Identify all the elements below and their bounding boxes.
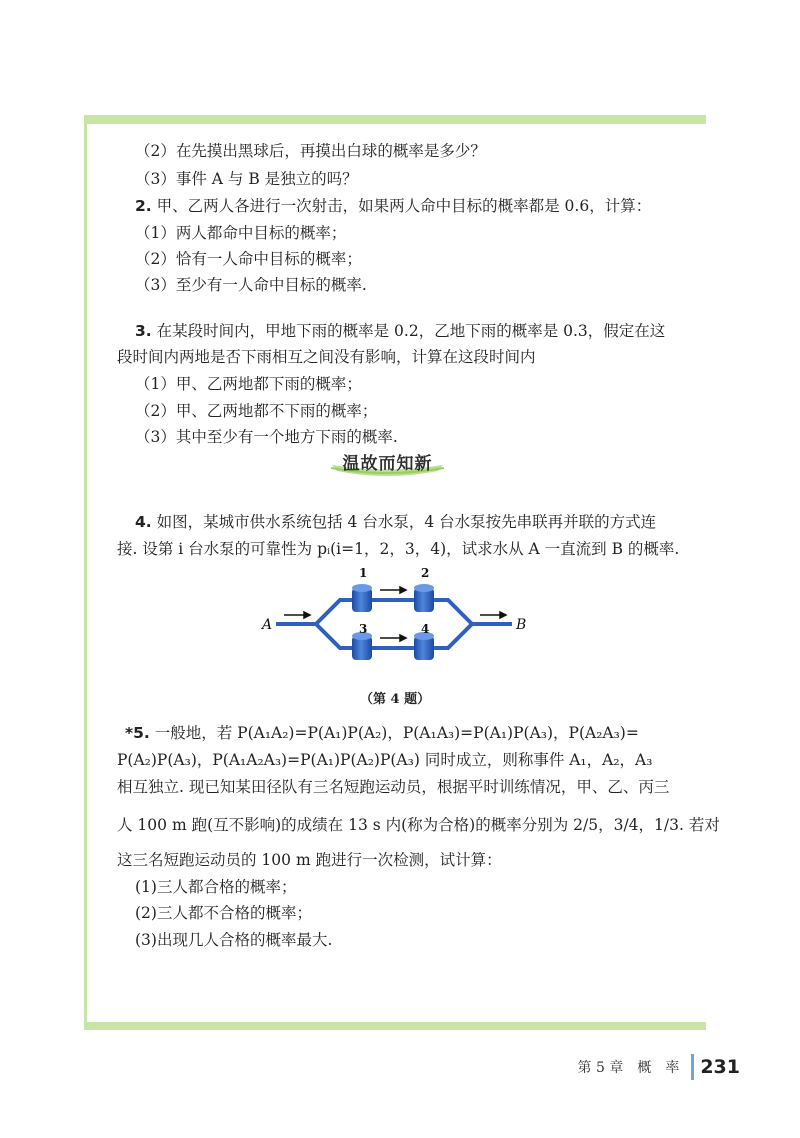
label-b: B: [516, 617, 527, 633]
water-pump-diagram: [258, 560, 538, 680]
pump-label-2: 2: [421, 566, 430, 580]
text-line: （3）其中至少有一个地方下雨的概率.: [135, 428, 398, 446]
text-line: P(A₂)P(A₃)，P(A₁A₂A₃)=P(A₁)P(A₂)P(A₃) 同时成立，则称事件 A₁，A₂，A₃: [117, 751, 653, 769]
text-line: (1)三人都合格的概率；: [135, 878, 297, 896]
exercise-5: [125, 723, 639, 743]
pump-3-icon: [352, 632, 372, 660]
pump-2-icon: [414, 584, 434, 612]
text-line: 人 100 m 跑(互不影响)的成绩在 13 s 内(称为合格)的概率分别为 2/5，3/4，1/3. 若对: [117, 816, 720, 834]
text-line: （3）事件 A 与 B 是独立的吗？: [135, 170, 358, 188]
exercise-text: 一般地，若 P(A₁A₂)=P(A₁)P(A₂)，P(A₁A₃)=P(A₁)P(A₃)，P(A₂A₃)=: [154, 724, 639, 742]
section-title: 温故而知新: [342, 454, 433, 474]
pipes: [276, 600, 512, 648]
page-number: 231: [700, 1056, 740, 1078]
footer-divider: [691, 1054, 694, 1080]
pump-4-icon: [414, 632, 434, 660]
exercise-4: [135, 512, 656, 532]
label-a: A: [262, 617, 273, 633]
pump-1-icon: [352, 584, 372, 612]
text-line: 这三名短跑运动员的 100 m 跑进行一次检测，试计算：: [117, 851, 502, 869]
text-line: （1）两人都命中目标的概率；: [135, 224, 347, 242]
exercise-number: *5.: [125, 724, 150, 742]
figure-caption: （第 4 题）: [360, 692, 431, 707]
exercise-text: 在某段时间内，甲地下雨的概率是 0.2，乙地下雨的概率是 0.3，假定在这: [156, 322, 666, 340]
exercise-text: 如图，某城市供水系统包括 4 台水泵，4 台水泵按先串联再并联的方式连: [156, 513, 657, 531]
exercise-number: 3.: [135, 322, 152, 340]
pump-label-4: 4: [421, 622, 430, 636]
text-line: (3)出现几人合格的概率最大.: [135, 931, 333, 949]
flow-arrows: [284, 587, 506, 641]
exercise-text: 甲、乙两人各进行一次射击，如果两人命中目标的概率都是 0.6，计算：: [156, 197, 652, 215]
text-line: （1）甲、乙两地都下雨的概率；: [135, 375, 362, 393]
left-rule: [84, 115, 87, 1030]
text-line: （3）至少有一人命中目标的概率.: [135, 276, 367, 294]
text-line: 接. 设第 i 台水泵的可靠性为 pᵢ(i=1，2，3，4)，试求水从 A 一直流到 B 的概率.: [117, 540, 680, 558]
text-line: （2）甲、乙两地都不下雨的概率；: [135, 402, 378, 420]
chapter-label: 第 5 章 概 率: [577, 1060, 680, 1076]
text-line: 相互独立. 现已知某田径队有三名短跑运动员，根据平时训练情况，甲、乙、丙三: [117, 778, 670, 796]
exercise-number: 4.: [135, 513, 152, 531]
pump-label-3: 3: [359, 622, 368, 636]
pump-label-1: 1: [359, 566, 368, 580]
section-heading: [325, 446, 450, 478]
text-line: 段时间内两地是否下雨相互之间没有影响，计算在这段时间内: [117, 348, 536, 366]
exercise-number: 2.: [135, 197, 152, 215]
bottom-rule: [84, 1022, 706, 1030]
text-line: （2）恰有一人命中目标的概率；: [135, 250, 362, 268]
top-rule: [84, 115, 706, 124]
text-line: (2)三人都不合格的概率；: [135, 904, 312, 922]
text-line: （2）在先摸出黑球后，再摸出白球的概率是多少？: [135, 142, 486, 160]
pump-network-svg: [258, 560, 538, 680]
page-footer: [578, 1054, 740, 1080]
exercise-2: [135, 196, 651, 216]
exercise-3: [135, 321, 665, 341]
